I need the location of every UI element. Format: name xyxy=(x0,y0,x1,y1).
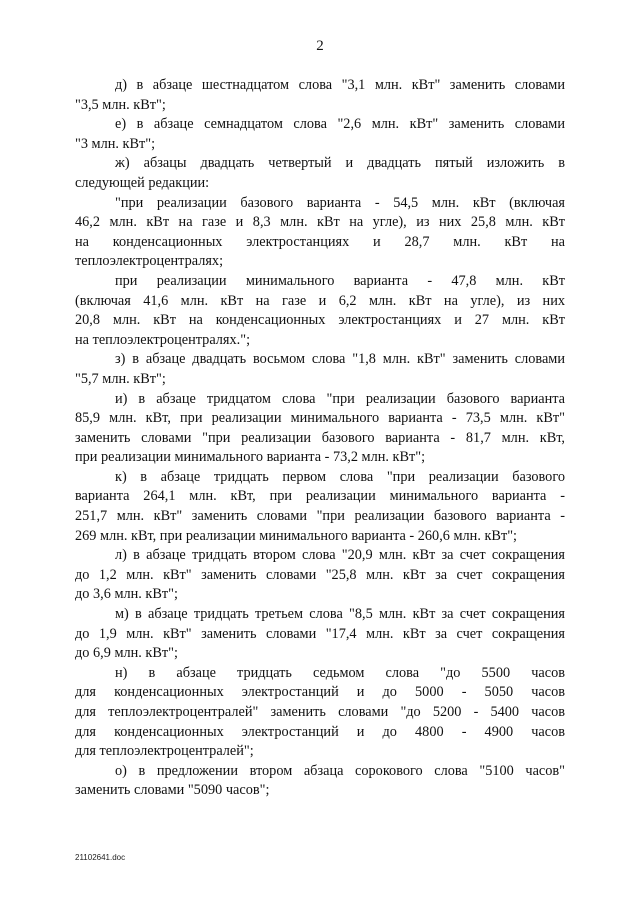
paragraph-line: до 3,6 млн. кВт"; xyxy=(75,586,178,603)
paragraph-line: на конденсационных электростанциях и 28,7 млн. кВт на xyxy=(75,233,565,250)
paragraph-line: для конденсационных электростанций и до 5000 - 5050 часов xyxy=(75,684,565,701)
paragraph-line: на теплоэлектроцентралях."; xyxy=(75,331,251,348)
paragraph-line: (включая 41,6 млн. кВт на газе и 6,2 млн. кВт на угле), из них xyxy=(75,292,565,309)
paragraph-line: "3,5 млн. кВт"; xyxy=(75,96,166,113)
paragraph-e xyxy=(75,115,565,154)
document-body xyxy=(75,76,565,801)
paragraph-z xyxy=(75,350,565,389)
paragraph-line: д) в абзаце шестнадцатом слова "3,1 млн. кВт" заменить словами xyxy=(115,77,565,93)
paragraph-d xyxy=(75,76,565,115)
paragraph-line: 251,7 млн. кВт" заменить словами "при реализации базового варианта - xyxy=(75,508,565,525)
paragraph-line: до 1,9 млн. кВт" заменить словами "17,4 млн. кВт за счет сокращения xyxy=(75,625,565,642)
paragraph-line: заменить словами "5090 часов"; xyxy=(75,782,270,799)
paragraph-line: "3 млн. кВт"; xyxy=(75,135,156,152)
paragraph-line: л) в абзаце тридцать втором слова "20,9 млн. кВт за счет сокращения xyxy=(115,547,565,564)
paragraph-line: 20,8 млн. кВт на конденсационных электростанциях и 27 млн. кВт xyxy=(75,312,565,329)
paragraph-m xyxy=(75,605,565,664)
paragraph-zh xyxy=(75,154,565,193)
paragraph-line: и) в абзаце тридцатом слова "при реализации базового варианта xyxy=(115,390,565,407)
file-name-footer: 21102641.doc xyxy=(75,853,126,862)
paragraph-k xyxy=(75,468,565,546)
paragraph-line: 85,9 млн. кВт, при реализации минимального варианта - 73,5 млн. кВт" xyxy=(75,410,565,427)
paragraph-n xyxy=(75,664,565,762)
paragraph-line: к) в абзаце тридцать первом слова "при реализации базового xyxy=(115,468,565,485)
paragraph-line: для теплоэлектроцентралей" заменить словами "до 5200 - 5400 часов xyxy=(75,704,565,720)
paragraph-line: "при реализации базового варианта - 54,5 млн. кВт (включая xyxy=(115,194,565,211)
paragraph-o xyxy=(75,762,565,801)
paragraph-line: м) в абзаце тридцать третьем слова "8,5 млн. кВт за счет сокращения xyxy=(115,606,565,623)
paragraph-line: для конденсационных электростанций и до 4800 - 4900 часов xyxy=(75,723,565,740)
paragraph-line: н) в абзаце тридцать седьмом слова "до 5500 часов xyxy=(115,664,565,681)
paragraph-line: з) в абзаце двадцать восьмом слова "1,8 млн. кВт" заменить словами xyxy=(115,351,565,368)
paragraph-line: следующей редакции: xyxy=(75,174,210,191)
paragraph-line: 269 млн. кВт, при реализации минимального варианта - 260,6 млн. кВт"; xyxy=(75,527,518,544)
paragraph-line: "5,7 млн. кВт"; xyxy=(75,370,166,387)
page-number: 2 xyxy=(316,38,324,54)
paragraph-quote-basic xyxy=(75,194,565,272)
paragraph-line: е) в абзаце семнадцатом слова "2,6 млн. кВт" заменить словами xyxy=(115,116,565,133)
paragraph-line: ж) абзацы двадцать четвертый и двадцать пятый изложить в xyxy=(115,155,565,172)
paragraph-line: варианта 264,1 млн. кВт, при реализации минимального варианта - xyxy=(75,488,565,505)
paragraph-line: 46,2 млн. кВт на газе и 8,3 млн. кВт на угле), из них 25,8 млн. кВт xyxy=(75,214,565,231)
paragraph-i xyxy=(75,390,565,468)
paragraph-line: для теплоэлектроцентралей"; xyxy=(75,743,254,760)
paragraph-l xyxy=(75,546,565,605)
paragraph-quote-minimal xyxy=(75,272,565,350)
paragraph-line: при реализации минимального варианта - 47,8 млн. кВт xyxy=(115,272,565,289)
paragraph-line: до 1,2 млн. кВт" заменить словами "25,8 млн. кВт за счет сокращения xyxy=(75,566,565,583)
paragraph-line: теплоэлектроцентралях; xyxy=(75,253,224,270)
paragraph-line: при реализации минимального варианта - 73,2 млн. кВт"; xyxy=(75,449,426,466)
paragraph-line: до 6,9 млн. кВт"; xyxy=(75,645,178,662)
paragraph-line: заменить словами "при реализации базового варианта - 81,7 млн. кВт, xyxy=(75,429,565,446)
paragraph-line: о) в предложении втором абзаца сорокового слова "5100 часов" xyxy=(115,762,565,779)
